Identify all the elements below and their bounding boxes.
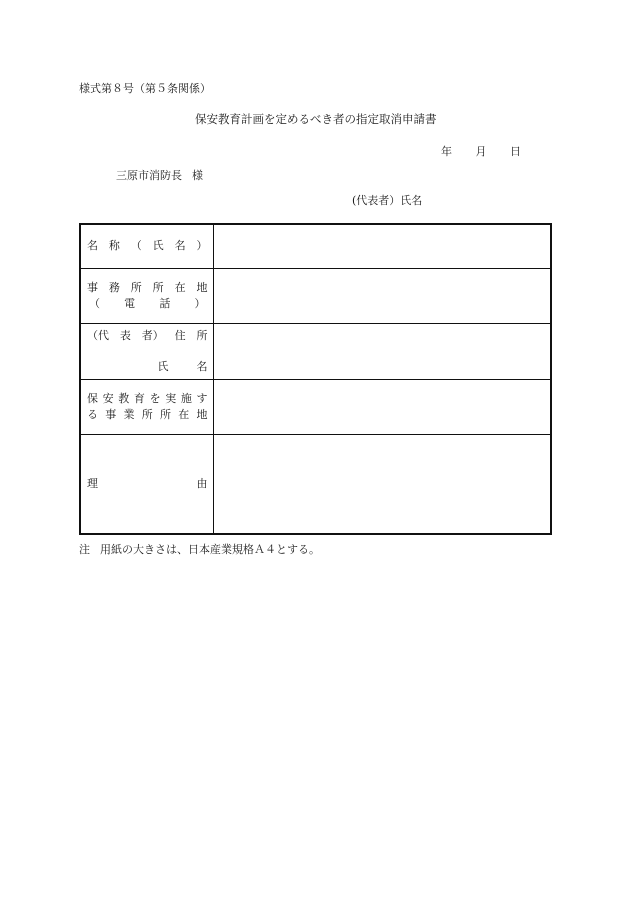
- label-char: 所: [141, 407, 153, 421]
- label-char: す: [196, 391, 208, 405]
- label-char: 所: [196, 328, 208, 342]
- label-char: 表: [119, 328, 131, 342]
- label-char: ）: [196, 239, 208, 253]
- label-char: 住: [174, 328, 186, 342]
- label-char: （: [130, 239, 142, 253]
- addressee-honorific: 様: [192, 169, 203, 182]
- label-char: 地: [196, 407, 208, 421]
- date-month-label: 月: [475, 145, 487, 158]
- label-char: 事: [105, 407, 117, 421]
- label-char: （: [89, 296, 100, 310]
- label-char: 氏: [152, 239, 164, 253]
- signer-name-label: (代表者）氏名: [352, 194, 423, 207]
- label-char: （代: [87, 328, 109, 342]
- label-char: 氏: [157, 359, 169, 373]
- label-name: [80, 224, 213, 268]
- table-row-representative: [80, 323, 551, 379]
- date-line: [441, 143, 521, 159]
- footnote-label: 注: [79, 543, 90, 556]
- form-number: 様式第８号（第５条関係）: [79, 82, 211, 95]
- form-title: 保安教育計画を定めるべき者の指定取消申請書: [195, 112, 437, 126]
- label-char: を: [149, 391, 161, 405]
- date-year-label: 年: [441, 145, 452, 158]
- addressee: [116, 167, 203, 183]
- label-representative: [80, 323, 213, 379]
- footnote-text: 用紙の大きさは、日本産業規格Ａ４とする。: [100, 543, 320, 556]
- field-representative[interactable]: [213, 323, 551, 379]
- application-form-table: [79, 223, 552, 535]
- label-char: 施: [180, 391, 192, 405]
- label-char: 業: [123, 407, 135, 421]
- label-char: 者）: [141, 328, 164, 342]
- label-char: 保: [87, 391, 98, 405]
- table-row-reason: [80, 434, 551, 534]
- field-office-address[interactable]: [213, 268, 551, 323]
- field-training-site[interactable]: [213, 379, 551, 434]
- label-char: 称: [108, 239, 120, 253]
- label-char: 名: [196, 359, 208, 373]
- label-char: る: [87, 407, 98, 421]
- label-char: 在: [178, 407, 190, 421]
- label-office-address: [80, 268, 213, 323]
- field-name[interactable]: [213, 224, 551, 268]
- label-char: ）: [194, 296, 206, 310]
- footnote: [79, 541, 320, 557]
- label-char: 名: [87, 239, 98, 253]
- field-reason[interactable]: [213, 434, 551, 534]
- label-char: 務: [108, 280, 120, 294]
- label-char: 育: [133, 391, 145, 405]
- label-char: 実: [165, 391, 177, 405]
- label-char: 教: [118, 391, 130, 405]
- label-char: 事: [87, 280, 98, 294]
- date-day-label: 日: [510, 145, 521, 158]
- label-reason: [80, 434, 213, 534]
- label-char: 名: [174, 239, 186, 253]
- label-char: 所: [160, 407, 171, 421]
- label-char: 理: [87, 476, 98, 490]
- label-training-site: [80, 379, 213, 434]
- label-char: 電: [124, 296, 136, 310]
- label-char: 安: [102, 391, 114, 405]
- table-row-training-site: [80, 379, 551, 434]
- table-row-name: [80, 224, 551, 268]
- label-char: 話: [159, 296, 171, 310]
- label-char: 在: [174, 280, 186, 294]
- label-char: 所: [130, 280, 142, 294]
- addressee-name: 三原市消防長: [116, 169, 182, 182]
- label-char: 地: [196, 280, 208, 294]
- label-char: 所: [152, 280, 164, 294]
- label-char: 由: [196, 476, 208, 490]
- table-row-office-address: [80, 268, 551, 323]
